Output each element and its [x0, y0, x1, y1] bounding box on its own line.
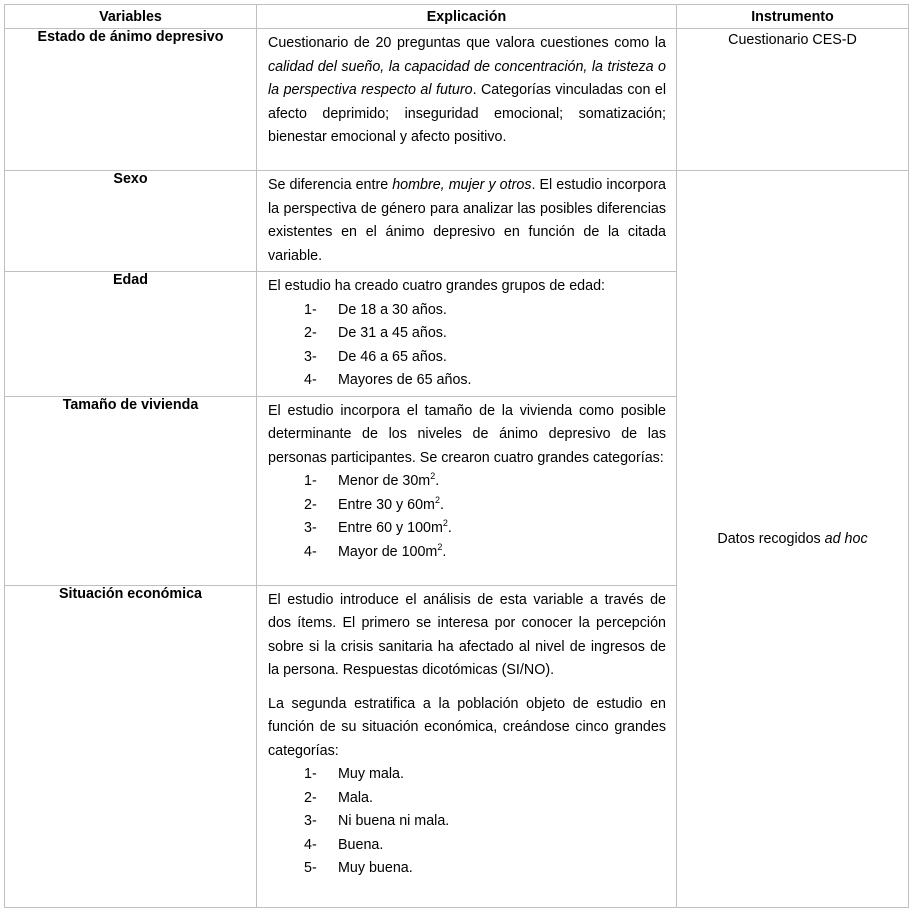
list-item: 4- Buena. [304, 836, 384, 853]
header-instrumento: Instrumento [677, 5, 909, 29]
exp-italic: calidad del sueño, la capacidad de concentración, la tristeza o la perspectiva respecto al futuro [268, 58, 666, 98]
list-item: 4- Mayor de $100m^2$. [304, 541, 447, 560]
exp-text: . Categorías vinculadas con el afecto deprimido; inseguridad emocional; somatización; bienestar emocional y afecto positivo. [268, 82, 666, 145]
list-item: 3- Entre 60 y $100m^2$. [304, 518, 452, 536]
variable-sexo: Sexo [5, 171, 257, 272]
header-variables: Variables [5, 5, 257, 29]
explicacion-estado-animo [257, 29, 677, 171]
row-estado-animo [5, 29, 909, 171]
variable-estado-animo: Estado de ánimo depresivo [5, 29, 257, 171]
header-explicacion: Explicación [257, 5, 677, 29]
list-item: 1- De 18 a 30 años. [304, 301, 447, 318]
vivienda-list [268, 470, 666, 564]
exp-italic: hombre, mujer y otros [392, 177, 532, 193]
list-item: 5- Muy buena. [304, 860, 413, 876]
exp-text: . El estudio incorpora la perspectiva de género para analizar las posibles diferencias existentes en el ánimo depresivo en función de la citada variable. [268, 177, 666, 264]
header-row [5, 5, 909, 29]
list-item: 2- Mala. [304, 789, 373, 806]
economica-list [268, 763, 666, 881]
exp-text: Se diferencia entre [268, 177, 393, 193]
list-item: 3- De 46 a 65 años. [304, 348, 447, 365]
variable-edad: Edad [5, 272, 257, 397]
row-sexo [5, 171, 909, 272]
instrumento-ces-d: Cuestionario CES-D [677, 29, 909, 171]
list-item: 3- Ni buena ni mala. [304, 813, 450, 829]
exp-intro: El estudio ha creado cuatro grandes grupos de edad: [268, 278, 606, 294]
list-item: 1- Muy mala. [304, 766, 404, 782]
variable-situacion-economica: Situación económica [5, 585, 257, 907]
list-item: 1- Menor de $30m^2$. [304, 471, 440, 489]
explicacion-situacion-economica [257, 585, 677, 907]
exp-text: Cuestionario de 20 preguntas que valora cuestiones como la [268, 35, 666, 51]
exp-paragraph-1: El estudio introduce el análisis de esta variable a través de dos ítems. El primero se interesa por conocer la percepción sobre si la crisis sanitaria ha afectado al nivel de ingresos de la persona. Respuestas dicotómicas (SI/NO). [268, 591, 666, 678]
ins-italic: ad hoc [824, 530, 868, 547]
explicacion-edad [257, 272, 677, 397]
variables-table [4, 4, 909, 908]
explicacion-sexo [257, 171, 677, 272]
exp-intro: El estudio incorpora el tamaño de la vivienda como posible determinante de los niveles de ánimo depresivo de las personas participantes. Se crearon cuatro grandes categorías: [268, 402, 666, 466]
list-item: 2- De 31 a 45 años. [304, 325, 447, 341]
edad-list [268, 299, 666, 393]
instrumento-ad-hoc [677, 171, 909, 908]
ins-text: Datos recogidos [717, 530, 825, 547]
variable-tamano-vivienda: Tamaño de vivienda [5, 396, 257, 585]
list-item: 4- Mayores de 65 años. [304, 372, 472, 388]
exp-paragraph-2: La segunda estratifica a la población objeto de estudio en función de su situación económica, creándose cinco grandes categorías: [268, 695, 666, 759]
explicacion-tamano-vivienda [257, 396, 677, 585]
list-item: 2- Entre 30 y $60m^2$. [304, 494, 444, 513]
